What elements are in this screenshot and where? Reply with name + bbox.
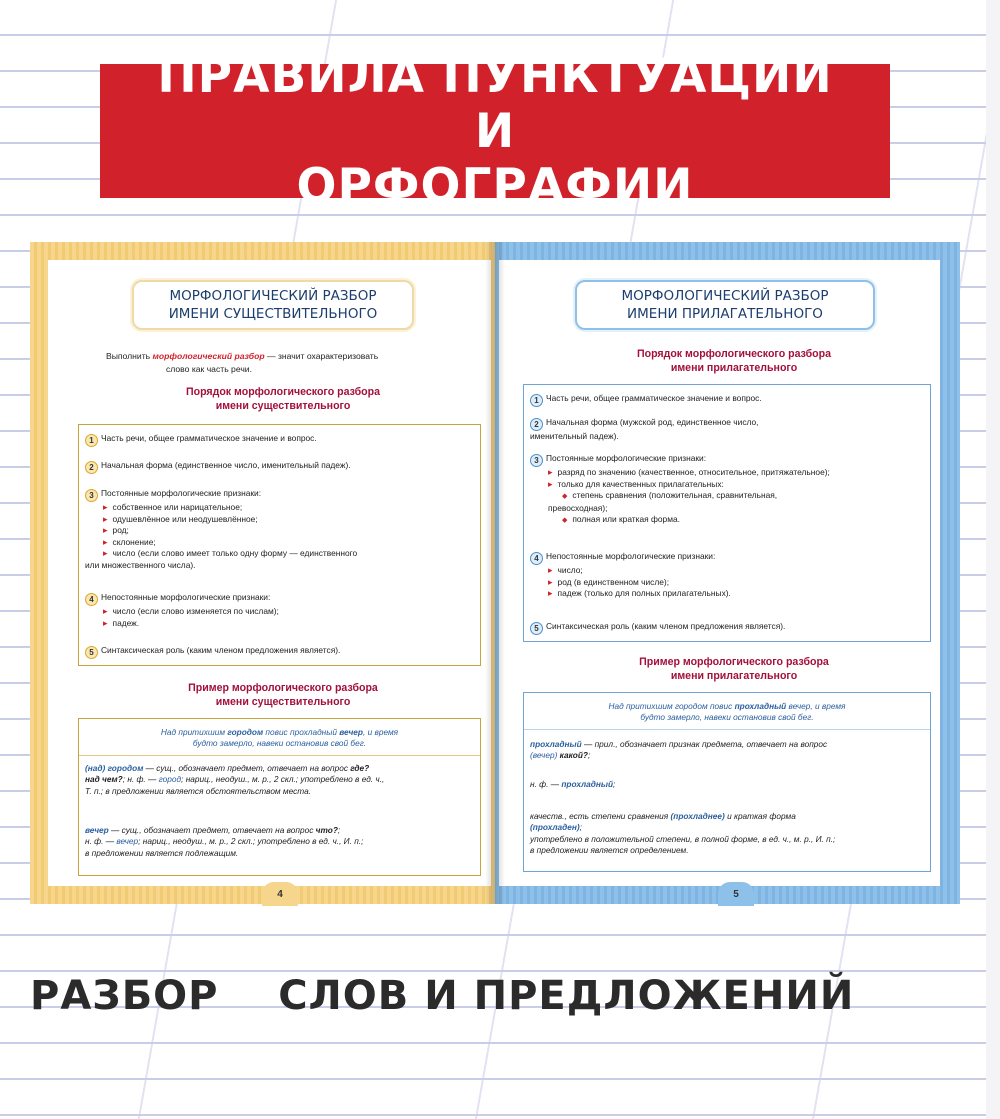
left-step-3: 3 Постоянные морфологические признаки: ▸ собственное или нарицательное; ▸ одушевлённое или неодушевлённое; ▸ род; ▸ склонение; ▸ число (если слово имеет только одну форму — единственного или множественного числа). [85, 488, 474, 572]
right-example-sentence: Над притихшим городом повис прохладный вечер, и время будто замерло, навеки остановив свой бег. [608, 701, 846, 723]
right-order-heading: Порядок морфологического разбора имени прилагательного [637, 348, 831, 374]
right-step-2: 2 Начальная форма (мужской род, единственное число, именительный падеж). [530, 417, 759, 441]
left-page-title: МОРФОЛОГИЧЕСКИЙ РАЗБОР ИМЕНИ СУЩЕСТВИТЕЛЬНОГО [132, 280, 414, 330]
left-step-1: 1 Часть речи, общее грамматическое значение и вопрос. [85, 433, 474, 447]
right-example-parse-1: прохладный — прил., обозначает признак предмета, отвечает на вопрос (вечер) какой?; [530, 739, 828, 761]
top-banner [100, 48, 890, 214]
left-example-sentence: Над притихшим городом повис прохладный вечер, и время будто замерло, навеки остановив свой бег. [160, 727, 399, 749]
right-step-4: 4 Непостоянные морфологические признаки: ▸ число; ▸ род (в единственном числе); ▸ падеж (только для полных прилагательных). [530, 551, 924, 600]
left-page-number: 4 [262, 882, 298, 906]
book-spine [485, 242, 505, 904]
left-page-sheet [48, 260, 491, 900]
right-example-box [523, 692, 931, 872]
right-step-3: 3 Постоянные морфологические признаки: ▸ разряд по значению (качественное, относительное, притяжательное); ▸ только для качественных прилагательных: ◆ степень сравнения (положительная, сравнительная, превосходная); ◆ полная или краткая форма. [530, 453, 924, 527]
left-steps-box [78, 424, 481, 666]
right-example-parse-2: н. ф. — прохладный; [530, 779, 616, 789]
left-example-divider [79, 755, 480, 756]
right-example-divider [524, 729, 930, 730]
bottom-title: РАЗБОР СЛОВ И ПРЕДЛОЖЕНИЙ [30, 973, 855, 1019]
left-step-2: 2 Начальная форма (единственное число, именительный падеж). [85, 460, 474, 474]
right-page-sheet [499, 260, 940, 900]
left-example-parse-2: вечер — сущ., обозначает предмет, отвечает на вопрос что?; н. ф. — вечер; нариц., неодуш., м. р., 2 скл.; употреблено в ед. ч., И. п.; в предложении является подлежащим. [85, 825, 364, 858]
right-example-heading: Пример морфологического разбора имени прилагательного [639, 656, 829, 682]
left-example-heading: Пример морфологического разбора имени существительного [188, 682, 378, 708]
left-step-4: 4 Непостоянные морфологические признаки: ▸ число (если слово изменяется по числам); ▸ падеж. [85, 592, 474, 629]
banner-title: ПРАВИЛА ПУНКТУАЦИИ И ОРФОГРАФИИ [157, 48, 833, 214]
right-page-title: МОРФОЛОГИЧЕСКИЙ РАЗБОР ИМЕНИ ПРИЛАГАТЕЛЬНОГО [575, 280, 875, 330]
left-order-heading: Порядок морфологического разбора имени существительного [186, 386, 380, 412]
left-example-parse-1: (над) городом — сущ., обозначает предмет, отвечает на вопрос где? над чем?; н. ф. — город; нариц., неодуш., м. р., 2 скл.; употреблено в ед. ч., Т. п.; в предложении является обстоятельством места. [85, 763, 385, 796]
right-page [495, 242, 960, 904]
right-edge-strip [986, 0, 1000, 1119]
right-example-parse-3: качеств., есть степени сравнения (прохладнее) и краткая форма (прохладен); употреблено в положительной степени, в полной форме, в ед. ч., м. р., И. п.; в предложении является определением. [530, 811, 836, 856]
right-step-5: 5 Синтаксическая роль (каким членом предложения является). [530, 621, 924, 635]
left-page [30, 242, 495, 904]
right-page-number: 5 [718, 882, 754, 906]
left-step-5: 5 Синтаксическая роль (каким членом предложения является). [85, 645, 474, 659]
right-step-1: 1 Часть речи, общее грамматическое значение и вопрос. [530, 393, 924, 407]
left-example-box [78, 718, 481, 876]
left-intro-text: Выполнить морфологический разбор — значит охарактеризовать слово как часть речи. [106, 351, 379, 374]
open-book [30, 242, 960, 904]
right-steps-box [523, 384, 931, 642]
